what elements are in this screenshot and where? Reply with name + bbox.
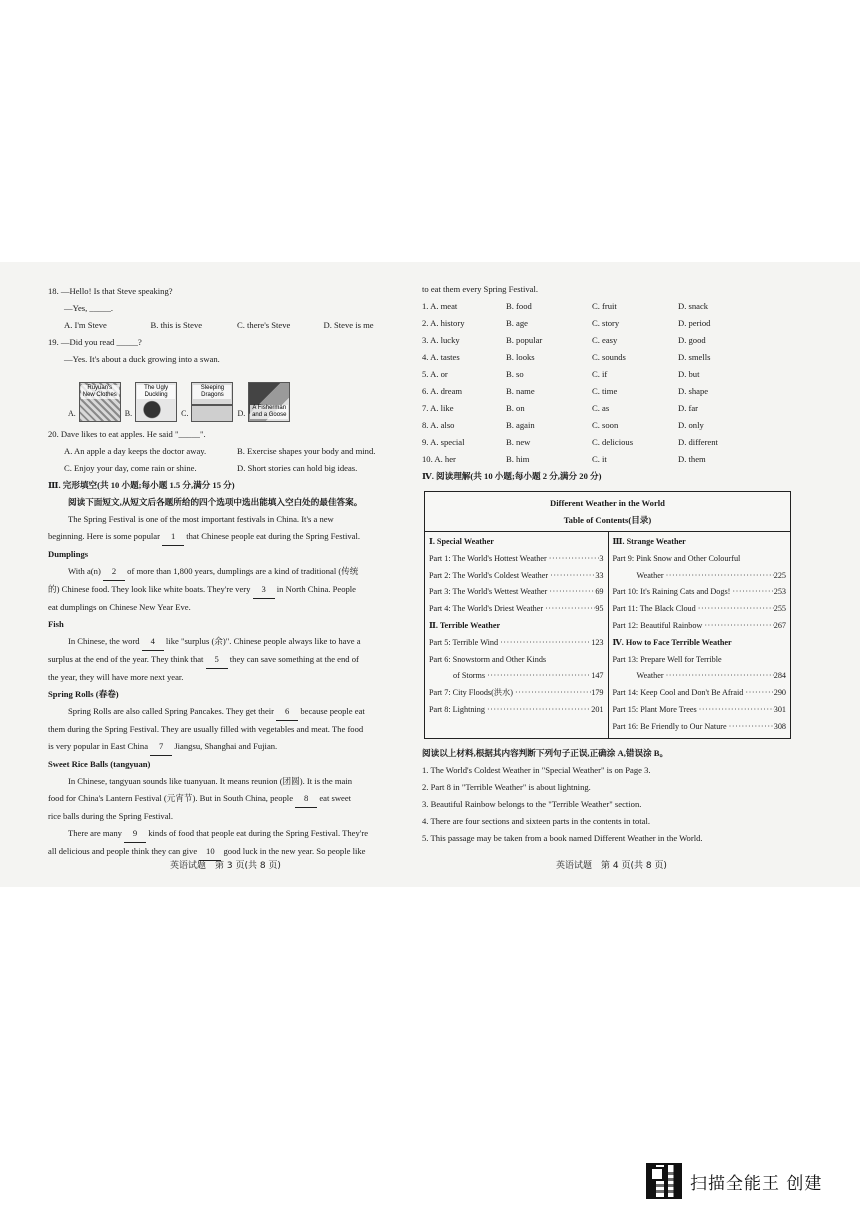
passage-line: the year, they will have more next year. [48, 672, 184, 682]
section-4-heading: Ⅳ. 阅读理解(共 10 小题;每小题 2 分,满分 20 分) [422, 471, 602, 481]
q19-option-a[interactable] [68, 382, 121, 422]
toc-entry-title: Part 15: Plant More Trees [612, 704, 697, 714]
option-b[interactable]: B. age [506, 318, 528, 328]
q20-options-row-1 [48, 443, 410, 460]
cloze-option-row-1 [422, 298, 794, 315]
toc-entry-title: Part 10: It's Raining Cats and Dogs! [612, 587, 731, 597]
book-cover-title: Ruyuan's New Clothes [82, 385, 117, 398]
option-a[interactable]: 8. A. also [422, 420, 455, 430]
toc-leader-dots [548, 568, 595, 585]
option-d[interactable]: D. shape [678, 386, 709, 396]
toc-entry-title: Part 3: The World's Wettest Weather [429, 587, 548, 597]
blank-9[interactable]: 9 [124, 825, 146, 843]
option-b[interactable]: B. popular [506, 335, 543, 345]
passage-line: eat dumplings on Chinese New Year Eve. [48, 602, 191, 612]
passage-continuation: to eat them every Spring Festival. [422, 284, 538, 294]
toc-leader-dots [543, 601, 595, 618]
toc-entry [429, 551, 604, 568]
toc-page-number: 284 [773, 671, 786, 681]
option-letter: A. [68, 409, 76, 418]
blank-3[interactable]: 3 [253, 581, 275, 599]
option-a[interactable]: 5. A. or [422, 369, 448, 379]
toc-leader-dots [513, 685, 591, 702]
heading-fish: Fish [48, 619, 64, 629]
heading-sweet-rice-balls: Sweet Rice Balls (tangyuan) [48, 759, 151, 769]
cloze-option-row-2 [422, 315, 794, 332]
option-b[interactable]: B. again [506, 420, 535, 430]
toc-entry-line: Part 13: Prepare Well for Terrible [612, 654, 722, 664]
cloze-option-row-9 [422, 434, 794, 451]
option-c[interactable]: C. as [592, 403, 610, 413]
q20-question: 20. Dave likes to eat apples. He said "_____". [48, 429, 206, 439]
cloze-option-row-8 [422, 417, 794, 434]
option-a[interactable]: 7. A. like [422, 403, 454, 413]
option-letter: C. [181, 409, 189, 418]
page-4-column [422, 281, 794, 847]
toc-page-number: 301 [773, 704, 786, 714]
option-b[interactable]: B. name [506, 386, 535, 396]
q20-option-c[interactable]: C. Enjoy your day, come rain or shine. [64, 463, 197, 473]
qr-code-icon [646, 1163, 682, 1199]
option-c[interactable]: C. story [592, 318, 620, 328]
q20-option-d[interactable]: D. Short stories can hold big ideas. [237, 463, 358, 473]
toc-page-number: 123 [591, 637, 604, 647]
q20-option-b[interactable]: B. Exercise shapes your body and mind. [237, 446, 376, 456]
toc-entry [613, 668, 787, 685]
toc-entry-title: Part 7: City Floods(洪水) [429, 688, 513, 698]
cloze-option-row-6 [422, 383, 794, 400]
blank-8[interactable]: 8 [295, 790, 317, 808]
passage-line: food for China's Lantern Festival (元宵节). But in South China, people 8 eat sweet [48, 790, 410, 808]
option-b[interactable]: B. new [506, 437, 531, 447]
book-cover-image [248, 382, 290, 422]
toc-page-number: 69 [595, 587, 604, 597]
blank-10[interactable]: 10 [199, 843, 221, 861]
heading-dumplings: Dumplings [48, 549, 89, 559]
tf-item-2: 2. Part 8 in "Terrible Weather" is about lightning. [422, 781, 591, 792]
option-a[interactable]: 10. A. her [422, 454, 456, 464]
option-d[interactable]: D. but [678, 369, 700, 379]
option-c[interactable]: C. fruit [592, 301, 617, 311]
toc-grid [425, 531, 790, 738]
cloze-option-row-3 [422, 332, 794, 349]
toc-leader-dots [697, 702, 774, 719]
q20-option-a[interactable]: A. An apple a day keeps the doctor away. [64, 446, 207, 456]
q19-option-b[interactable] [125, 382, 177, 422]
q19-question: 19. —Did you read _____? [48, 337, 142, 347]
toc-entry [613, 685, 787, 702]
toc-entry-line: Part 6: Snowstorm and Other Kinds [429, 654, 547, 664]
toc-entry-title: of Storms [453, 671, 486, 681]
passage-line: rice balls during the Spring Festival. [48, 811, 174, 821]
tf-item-3: 3. Beautiful Rainbow belongs to the "Terrible Weather" section. [422, 798, 642, 809]
q19-option-d[interactable] [237, 382, 290, 422]
toc-entry [613, 618, 787, 635]
page-3-column [48, 283, 410, 861]
book-cover-image [79, 382, 121, 422]
option-a[interactable]: 3. A. lucky [422, 335, 460, 345]
toc-entry-title: Weather [636, 671, 664, 681]
q18-options [48, 317, 410, 334]
option-a[interactable]: 1. A. meat [422, 301, 458, 311]
toc-entry [613, 601, 787, 618]
toc-page-number: 308 [773, 721, 786, 731]
blank-7[interactable]: 7 [150, 738, 172, 756]
cloze-option-row-5 [422, 366, 794, 383]
option-d[interactable]: D. only [678, 420, 704, 430]
option-d[interactable]: D. snack [678, 301, 709, 311]
cloze-option-row-7 [422, 400, 794, 417]
toc-subtitle: Table of Contents(目录) [563, 515, 652, 525]
toc-entry [429, 601, 604, 618]
toc-section-heading: Ⅰ. Special Weather [429, 537, 494, 546]
toc-page-number: 179 [591, 688, 604, 698]
toc-leader-dots [727, 719, 774, 736]
toc-page-number: 147 [591, 671, 604, 681]
q18-option-a[interactable]: A. I'm Steve [64, 320, 107, 330]
cloze-option-row-10 [422, 451, 794, 468]
option-c[interactable]: C. if [592, 369, 608, 379]
option-letter: B. [124, 409, 133, 418]
toc-entry-title: Part 4: The World's Driest Weather [429, 604, 544, 614]
passage-line: In Chinese, the word 4 like "surplus (余)". Chinese people always like to have a [48, 633, 410, 651]
passage-line: The Spring Festival is one of the most important festivals in China. It's a new [68, 514, 334, 524]
option-d[interactable]: D. period [678, 318, 711, 328]
toc-entry [429, 702, 604, 719]
toc-leader-dots [702, 618, 773, 635]
toc-page-number: 33 [595, 570, 604, 580]
option-b[interactable]: B. food [506, 301, 532, 311]
book-cover-title: The Ugly Duckling [137, 385, 175, 399]
toc-page-number: 267 [773, 620, 786, 630]
tf-item-5: 5. This passage may be taken from a book named Different Weather in the World. [422, 832, 703, 843]
passage-line: With a(n) 2 of more than 1,800 years, dumplings are a kind of traditional (传统 [48, 563, 410, 581]
toc-entry [613, 719, 787, 736]
option-d[interactable]: D. smells [678, 352, 711, 362]
toc-leader-dots [664, 668, 774, 685]
tf-item-4: 4. There are four sections and sixteen parts in the contents in total. [422, 815, 650, 826]
option-d[interactable]: D. far [678, 403, 699, 413]
option-a[interactable]: 6. A. dream [422, 386, 463, 396]
toc-entry-line: Part 9: Pink Snow and Other Colourful [612, 553, 741, 563]
book-cover-image [191, 382, 233, 422]
toc-section-heading: Ⅲ. Strange Weather [612, 537, 686, 546]
toc-entry [613, 702, 787, 719]
q18-option-d[interactable]: D. Steve is me [323, 320, 374, 330]
scanner-watermark [646, 1163, 822, 1199]
option-a[interactable]: 9. A. special [422, 437, 465, 447]
toc-page-number: 3 [599, 553, 604, 563]
toc-leader-dots [664, 568, 774, 585]
toc-left-column [425, 532, 608, 738]
toc-entry [613, 584, 787, 601]
option-d[interactable]: D. different [678, 437, 718, 447]
blank-2[interactable]: 2 [103, 563, 125, 581]
toc-section-heading: Ⅱ. Terrible Weather [429, 620, 501, 630]
passage-line: beginning. Here is some popular 1 that Chinese people eat during the Spring Festival. [48, 528, 410, 546]
passage-line: Spring Rolls are also called Spring Pancakes. They get their 6 because people eat [48, 703, 410, 721]
toc-entry-title: Part 1: The World's Hottest Weather [429, 553, 547, 563]
q18-answer-line: —Yes, _____. [64, 303, 114, 313]
toc-leader-dots [498, 635, 591, 652]
option-c[interactable]: C. easy [592, 335, 618, 345]
passage-line: In Chinese, tangyuan sounds like tuanyuan. It means reunion (团圆). It is the main [68, 776, 353, 786]
true-false-instruction: 阅读以上材料,根据其内容判断下列句子正误,正确涂 A,错误涂 B。 [422, 747, 669, 758]
passage-line: 的) Chinese food. They look like white boats. They're very 3 in North China. People [48, 581, 410, 599]
toc-entry [429, 584, 604, 601]
table-of-contents-box [424, 491, 791, 739]
toc-section-heading: Ⅳ. How to Face Terrible Weather [612, 637, 732, 647]
heading-spring-rolls: Spring Rolls (春卷) [48, 689, 119, 699]
passage-line: is very popular in East China 7 Jiangsu, Shanghai and Fujian. [48, 738, 410, 756]
page-4-footer: 英语试题 第 4 页(共 8 页) [556, 861, 667, 871]
q18-question: 18. —Hello! Is that Steve speaking? [48, 286, 173, 296]
q18-option-c[interactable]: C. there's Steve [237, 320, 291, 330]
toc-entry-title: Part 11: The Black Cloud [612, 604, 696, 614]
toc-page-number: 225 [773, 570, 786, 580]
option-b[interactable]: B. looks [506, 352, 535, 362]
blank-6[interactable]: 6 [276, 703, 298, 721]
passage-line: surplus at the end of the year. They think that 5 they can save something at the end of [48, 651, 410, 669]
passage-line: all delicious and people think they can give 10 good luck in the new year. So people like [48, 843, 410, 861]
option-b[interactable]: B. him [506, 454, 530, 464]
page-3-footer: 英语试题 第 3 页(共 8 页) [170, 861, 281, 871]
toc-leader-dots [730, 584, 773, 601]
option-c[interactable]: C. it [592, 454, 607, 464]
section-3-instruction: 阅读下面短文,从短文后各题所给的四个选项中选出能填入空白处的最佳答案。 [68, 497, 363, 507]
toc-leader-dots [547, 551, 600, 568]
toc-page-number: 255 [773, 604, 786, 614]
option-a[interactable]: 2. A. history [422, 318, 465, 328]
toc-entry [429, 635, 604, 652]
toc-leader-dots [547, 584, 595, 601]
option-c[interactable]: C. time [592, 386, 618, 396]
option-c[interactable]: C. delicious [592, 437, 634, 447]
book-cover-image [135, 382, 177, 422]
book-cover-title: Sleeping Dragons [193, 385, 231, 399]
option-c[interactable]: C. soon [592, 420, 619, 430]
passage-line: There are many 9 kinds of food that people eat during the Spring Festival. They're [48, 825, 410, 843]
toc-entry-title: Part 8: Lightning [429, 704, 485, 714]
q19-option-c[interactable] [181, 382, 233, 422]
toc-leader-dots [485, 702, 591, 719]
cloze-option-row-4 [422, 349, 794, 366]
toc-entry [613, 568, 787, 585]
option-d[interactable]: D. them [678, 454, 706, 464]
toc-leader-dots [485, 668, 591, 685]
cloze-options-list [422, 298, 794, 468]
blank-5[interactable]: 5 [206, 651, 228, 669]
toc-page-number: 201 [591, 704, 604, 714]
blank-4[interactable]: 4 [142, 633, 164, 651]
toc-entry-title: Part 12: Beautiful Rainbow [612, 620, 703, 630]
toc-page-number: 95 [595, 604, 604, 614]
toc-entry-title: Weather [636, 570, 664, 580]
toc-title: Different Weather in the World [550, 498, 665, 508]
tf-item-1: 1. The World's Coldest Weather in "Special Weather" is on Page 3. [422, 764, 651, 775]
option-letter: D. [237, 409, 246, 418]
q18-option-b[interactable]: B. this is Steve [150, 320, 203, 330]
watermark-text: 扫描全能王 创建 [690, 1173, 823, 1194]
toc-right-column [608, 532, 791, 738]
option-b[interactable]: B. so [506, 369, 524, 379]
section-3-heading: Ⅲ. 完形填空(共 10 小题;每小题 1.5 分,满分 15 分) [48, 480, 235, 490]
toc-leader-dots [696, 601, 774, 618]
toc-entry [429, 568, 604, 585]
toc-page-number: 290 [773, 688, 786, 698]
option-b[interactable]: B. on [506, 403, 525, 413]
toc-entry-title: Part 16: Be Friendly to Our Nature [612, 721, 727, 731]
option-d[interactable]: D. good [678, 335, 706, 345]
toc-leader-dots [743, 685, 773, 702]
toc-entry-title: Part 5: Terrible Wind [429, 637, 499, 647]
blank-1[interactable]: 1 [162, 528, 184, 546]
toc-entry-title: Part 14: Keep Cool and Don't Be Afraid [612, 688, 744, 698]
option-a[interactable]: 4. A. tastes [422, 352, 460, 362]
q20-options-row-2 [48, 460, 410, 477]
option-c[interactable]: C. sounds [592, 352, 626, 362]
toc-entry [429, 685, 604, 702]
book-cover-title: A Fisherman and a Goose [252, 405, 287, 418]
q19-picture-options [48, 370, 410, 422]
q19-answer-line: —Yes. It's about a duck growing into a swan. [64, 354, 220, 364]
toc-entry-title: Part 2: The World's Coldest Weather [429, 570, 549, 580]
toc-page-number: 253 [773, 587, 786, 597]
passage-line: them during the Spring Festival. They are usually filled with vegetables and meat. The food [48, 724, 364, 734]
toc-entry [429, 668, 604, 685]
